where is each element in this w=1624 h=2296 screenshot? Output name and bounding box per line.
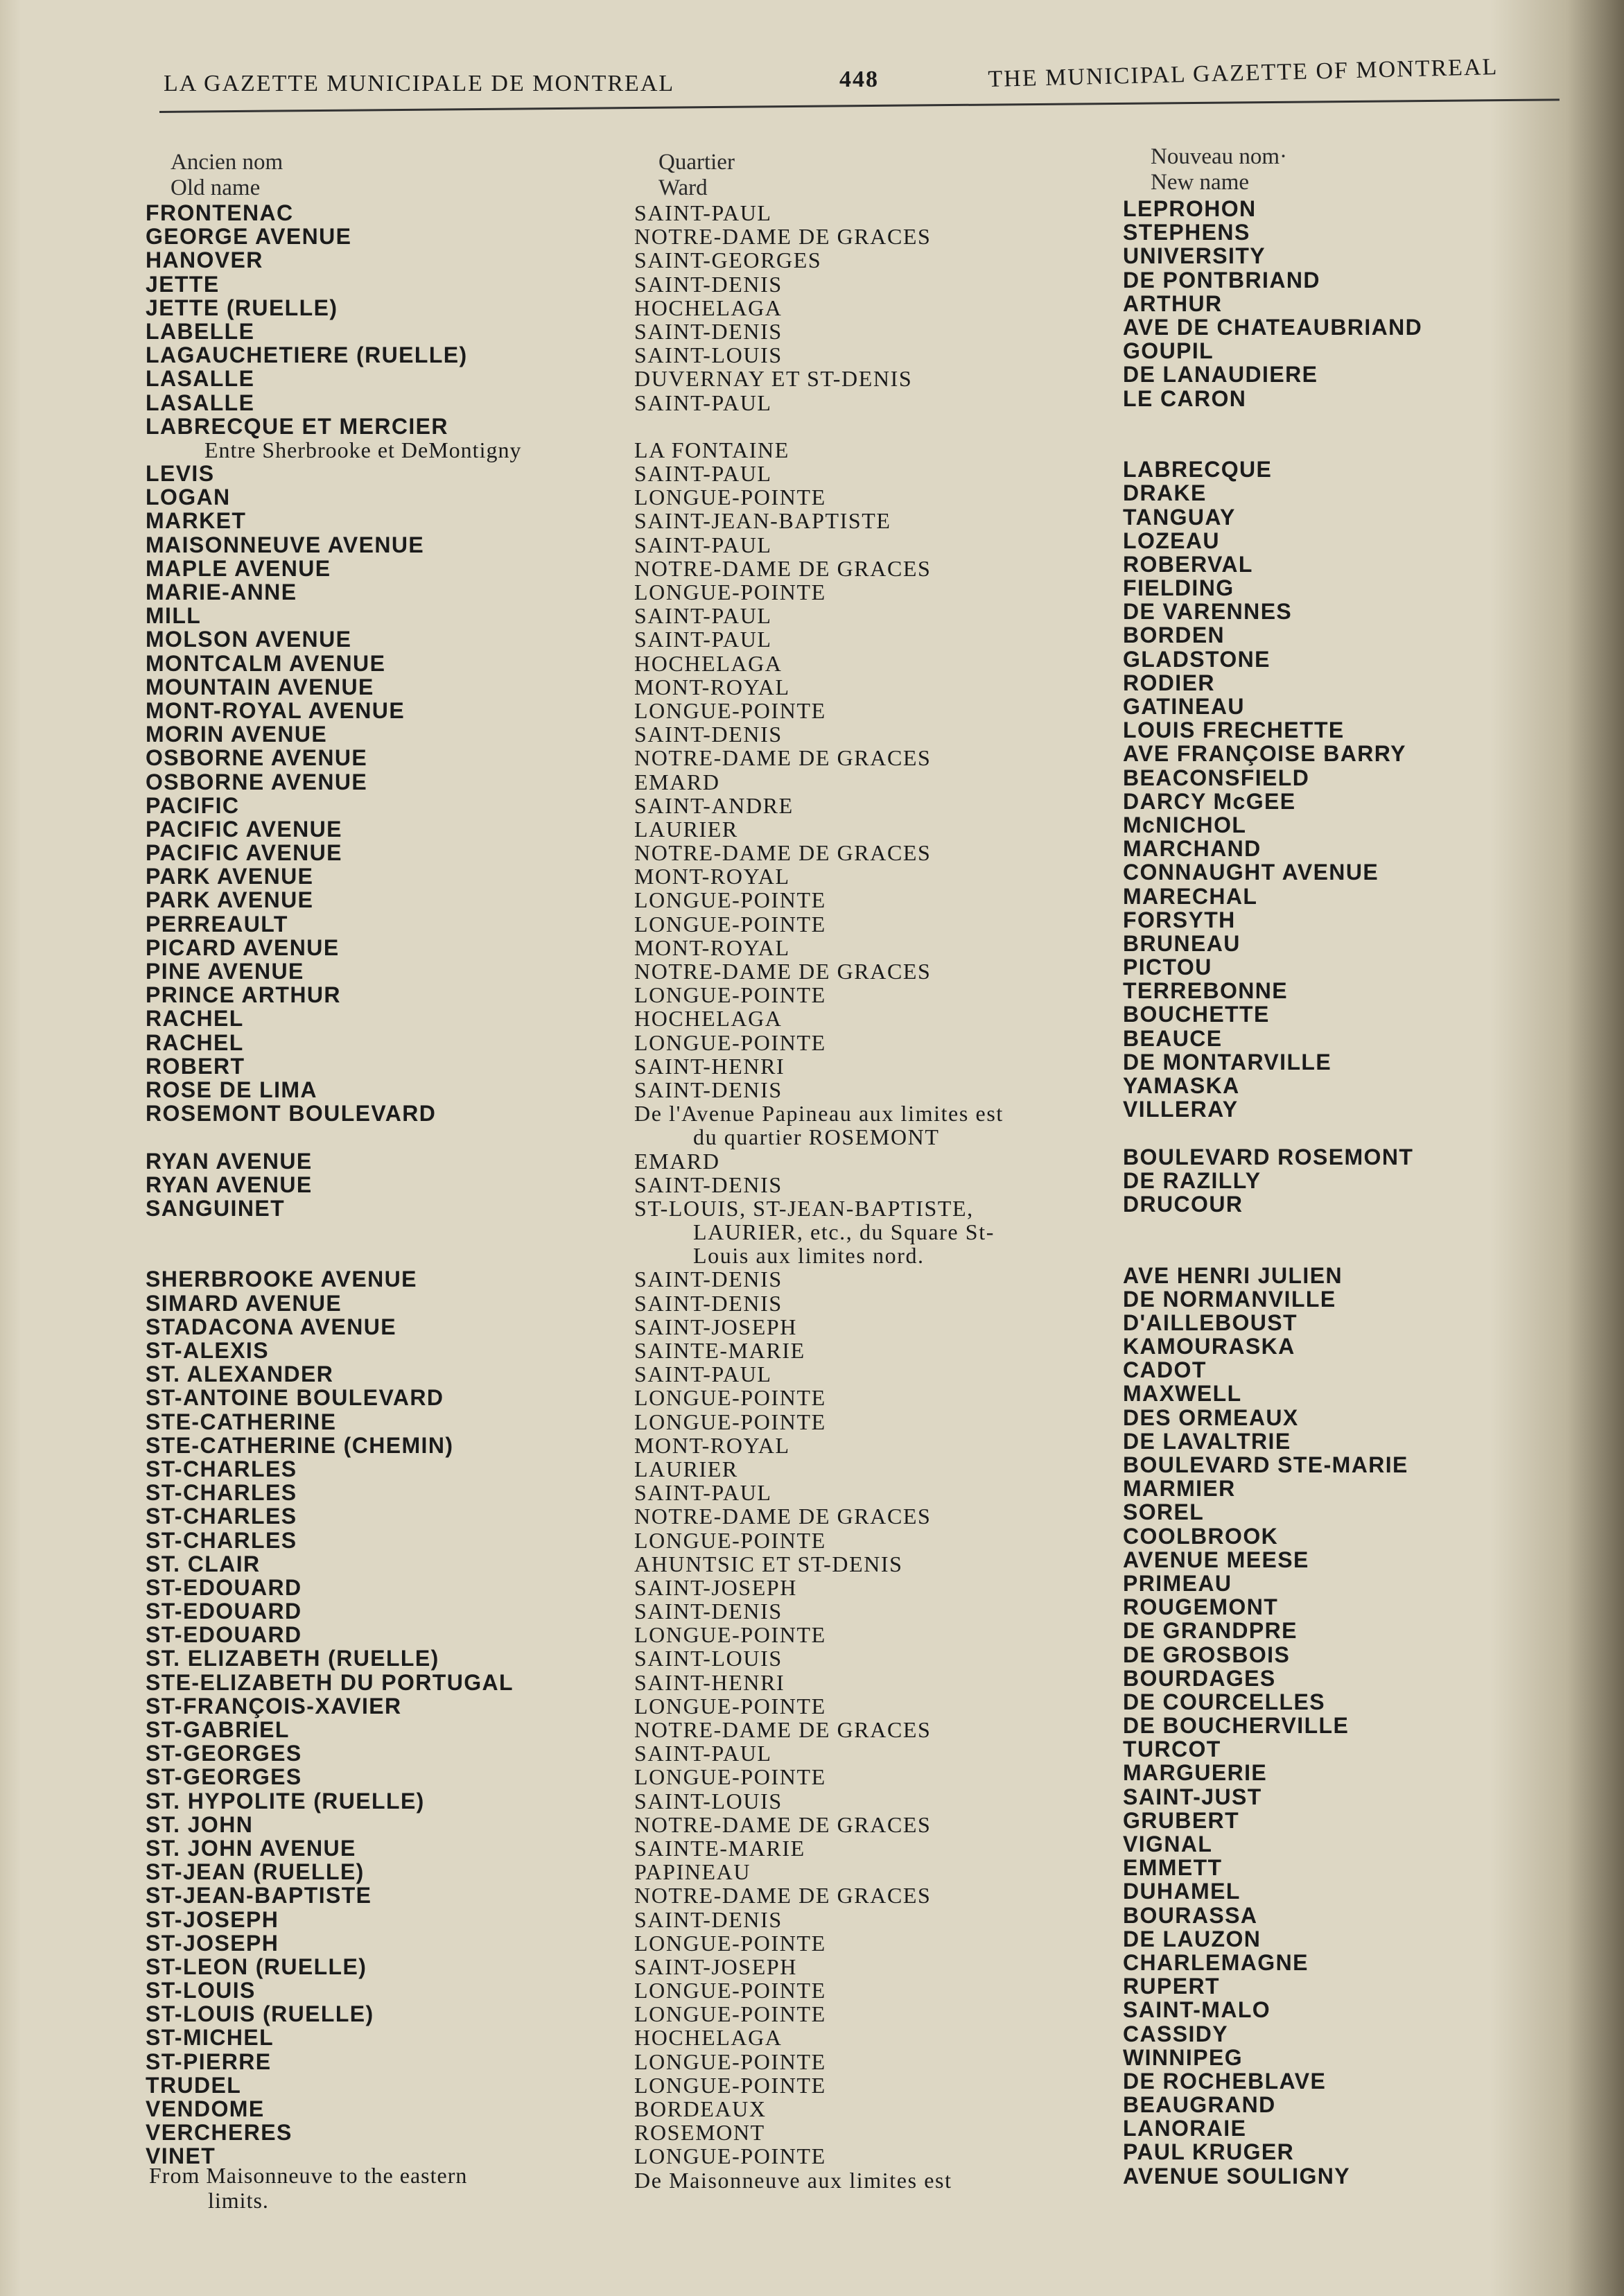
ward-entry: ROSEMONT (634, 2120, 765, 2146)
ward-entry: LAURIER (634, 816, 738, 842)
old-name-entry: ST. CLAIR (146, 1551, 261, 1576)
ward-entry: HOCHELAGA (634, 650, 783, 676)
new-name-entry: BOURASSA (1123, 1902, 1258, 1928)
page-number: 448 (839, 67, 879, 92)
old-name-entry: ST. JOHN AVENUE (146, 1835, 356, 1861)
ward-entry: MONT-ROYAL (634, 934, 790, 960)
new-name-entry: CHARLEMAGNE (1123, 1949, 1309, 1975)
page-header (164, 54, 1564, 105)
ward-entry: AHUNTSIC ET ST-DENIS (634, 1551, 903, 1576)
ward-entry: DUVERNAY ET ST-DENIS (634, 366, 913, 392)
ward-entry: NOTRE-DAME DE GRACES (634, 1883, 932, 1908)
new-name-entry: VILLERAY (1123, 1097, 1239, 1122)
old-name-entry: SHERBROOKE AVENUE (146, 1267, 417, 1292)
ward-entry: NOTRE-DAME DE GRACES (634, 224, 932, 250)
old-name-entry: LAGAUCHETIERE (RUELLE) (146, 342, 468, 368)
ward-entry: LONGUE-POINTE (634, 2072, 826, 2098)
old-name-entry: ST-EDOUARD (146, 1622, 302, 1648)
ward-entry: SAINT-PAUL (634, 532, 772, 557)
new-name-heading-fr: Nouveau nom· (1151, 144, 1288, 169)
old-name-entry: TRUDEL (146, 2072, 242, 2098)
ward-entry: LONGUE-POINTE (634, 1693, 826, 1719)
old-name-entry: RACHEL (146, 1006, 244, 1032)
new-name-entry: BOURDAGES (1123, 1665, 1276, 1691)
ward-entry: SAINT-DENIS (634, 1599, 783, 1624)
ward-entry: HOCHELAGA (634, 295, 783, 320)
new-name-entry: GLADSTONE (1123, 646, 1271, 672)
old-name-entry: ST-ALEXIS (146, 1338, 269, 1363)
new-name-entry: MARGUERIE (1123, 1760, 1268, 1786)
new-name-entry: GATINEAU (1123, 694, 1245, 720)
new-name-heading-en: New name (1151, 170, 1250, 195)
new-name-entry: KAMOURASKA (1123, 1334, 1295, 1359)
ward-entry: SAINT-JOSEPH (634, 1314, 797, 1339)
ward-entry: De l'Avenue Papineau aux limites est (634, 1101, 1004, 1127)
new-name-entry (1123, 1216, 1566, 1240)
ward-entry: De Maisonneuve aux limites est (634, 2167, 952, 2193)
new-name-entry: ROUGEMONT (1123, 1594, 1279, 1620)
old-name-entry: OSBORNE AVENUE (146, 769, 368, 794)
new-name-entry: LABRECQUE (1123, 457, 1273, 482)
ward-entry: SAINTE-MARIE (634, 1835, 805, 1861)
ward-entry: SAINT-DENIS (634, 722, 783, 747)
ward-entry: SAINTE-MARIE (634, 1338, 805, 1363)
old-name-entry: PACIFIC AVENUE (146, 816, 342, 842)
ward-entry: MONT-ROYAL (634, 1432, 790, 1458)
ward-entry: SAINT-DENIS (634, 1906, 783, 1932)
ward-entry: LONGUE-POINTE (634, 2143, 826, 2169)
ward-entry: LA FONTAINE (634, 437, 789, 462)
ward-entry: SAINT-PAUL (634, 603, 772, 629)
new-names-column (1123, 410, 1566, 2188)
ward-entry: SAINT-PAUL (634, 461, 772, 487)
final-note-line-1: From Maisonneuve to the eastern (149, 2163, 468, 2188)
ward-heading-en: Ward (658, 175, 708, 200)
wards-column (634, 201, 1106, 2192)
new-name-entry (1123, 1121, 1566, 1145)
ward-entry: SAINT-DENIS (634, 271, 783, 297)
old-name-entry: ROSE DE LIMA (146, 1077, 317, 1102)
final-note-line-2: limits. (208, 2188, 269, 2213)
new-name-entry: FORSYTH (1123, 907, 1236, 932)
ward-entry: LONGUE-POINTE (634, 911, 826, 937)
old-name-entry: ST-EDOUARD (146, 1599, 302, 1624)
ward-entry: SAINT-DENIS (634, 1267, 783, 1292)
new-name-entry: CONNAUGHT AVENUE (1123, 860, 1379, 885)
new-name-entry: BEAUGRAND (1123, 2092, 1276, 2118)
new-name-entry: DE LAVALTRIE (1123, 1428, 1291, 1454)
new-name-entry: FIELDING (1123, 575, 1234, 601)
new-name-entry: TURCOT (1123, 1737, 1221, 1762)
new-name-entry: RUPERT (1123, 1974, 1220, 1999)
new-name-entry: D'AILLEBOUST (1123, 1310, 1298, 1335)
ward-entry: EMARD (634, 769, 720, 794)
ward-entry: LONGUE-POINTE (634, 982, 826, 1008)
new-name-entry: PRIMEAU (1123, 1570, 1232, 1596)
new-name-entry: UNIVERSITY (1123, 243, 1266, 269)
new-name-entry: LOZEAU (1123, 528, 1220, 553)
new-name-entry: LANORAIE (1123, 2116, 1247, 2141)
old-name-entry: RACHEL (146, 1029, 244, 1055)
old-name-heading-en: Old name (171, 175, 261, 200)
old-name-entry (146, 1220, 589, 1244)
new-name-entry: WINNIPEG (1123, 2044, 1243, 2070)
new-name-entry: COOLBROOK (1123, 1523, 1279, 1549)
old-name-heading-fr: Ancien nom (171, 150, 283, 175)
old-name-entry: ST-JEAN-BAPTISTE (146, 1883, 372, 1908)
old-name-entry: ST-GEORGES (146, 1741, 302, 1766)
new-name-entry: MARCHAND (1123, 836, 1261, 862)
old-name-entry: HANOVER (146, 247, 263, 273)
ward-entry: HOCHELAGA (634, 1006, 783, 1032)
ward-entry: Louis aux limites nord. (693, 1243, 925, 1269)
old-name-entry: MORIN AVENUE (146, 722, 328, 747)
ward-entry: LONGUE-POINTE (634, 1978, 826, 2003)
new-name-entry: AVE DE CHATEAUBRIAND (1123, 314, 1423, 340)
old-name-entry: PARK AVENUE (146, 864, 314, 889)
new-name-entry: MARMIER (1123, 1476, 1236, 1502)
old-name-entry: ST. JOHN (146, 1811, 254, 1837)
old-name-entry: MOLSON AVENUE (146, 627, 352, 652)
old-name-entry: JETTE (146, 271, 220, 297)
old-name-entry: LASALLE (146, 390, 255, 415)
old-name-entry: ST-CHARLES (146, 1456, 297, 1481)
new-name-entry: BOULEVARD ROSEMONT (1123, 1144, 1414, 1169)
new-name-entry: SAINT-MALO (1123, 1997, 1271, 2023)
ward-entry: LONGUE-POINTE (634, 1930, 826, 1956)
old-name-entry: LASALLE (146, 366, 255, 392)
ward-entry: LONGUE-POINTE (634, 697, 826, 723)
new-name-entry (1123, 434, 1566, 458)
new-name-entry (1123, 410, 1566, 434)
old-name-entry: PACIFIC AVENUE (146, 840, 342, 866)
ward-entry: LONGUE-POINTE (634, 1409, 826, 1434)
new-name-entry: LOUIS FRECHETTE (1123, 718, 1345, 743)
ward-entry: SAINT-DENIS (634, 1290, 783, 1316)
new-name-entry: AVENUE MEESE (1123, 1547, 1309, 1572)
old-name-entry: MOUNTAIN AVENUE (146, 674, 374, 699)
new-name-entry: DE NORMANVILLE (1123, 1286, 1336, 1312)
old-name-entry: OSBORNE AVENUE (146, 745, 368, 771)
new-name-entry: DARCY McGEE (1123, 788, 1296, 814)
old-name-entry: ST-MICHEL (146, 2025, 274, 2051)
new-name-entry: DE VARENNES (1123, 599, 1293, 625)
old-name-entry: ST-LOUIS (RUELLE) (146, 2001, 374, 2027)
old-name-entry: GEORGE AVENUE (146, 224, 352, 250)
ward-entry: SAINT-PAUL (634, 200, 772, 225)
old-name-entry: ST-FRANÇOIS-XAVIER (146, 1693, 402, 1719)
new-name-entry: SAINT-JUST (1123, 1784, 1262, 1809)
old-name-entry: MARIE-ANNE (146, 580, 297, 605)
ward-entry: SAINT-LOUIS (634, 342, 783, 368)
ward-entry: SAINT-LOUIS (634, 1646, 783, 1671)
ward-entry: NOTRE-DAME DE GRACES (634, 1717, 932, 1742)
ward-entry: MONT-ROYAL (634, 864, 790, 889)
new-name-entry: ARTHUR (1123, 290, 1223, 316)
old-name-entry: RYAN AVENUE (146, 1172, 313, 1197)
old-name-entry: MAPLE AVENUE (146, 555, 331, 581)
old-name-entry: RYAN AVENUE (146, 1148, 313, 1174)
ward-entry: SAINT-PAUL (634, 390, 772, 415)
new-name-entry: PAUL KRUGER (1123, 2139, 1295, 2165)
ward-entry (634, 415, 1106, 438)
old-name-entry: ST-ANTOINE BOULEVARD (146, 1385, 444, 1411)
old-name-entry: PICARD AVENUE (146, 934, 340, 960)
old-name-entry: ST. HYPOLITE (RUELLE) (146, 1788, 425, 1814)
new-name-entry: RODIER (1123, 670, 1215, 695)
new-name-entry: DE PONTBRIAND (1123, 267, 1320, 293)
old-name-entry: ST-CHARLES (146, 1504, 297, 1529)
ward-entry: EMARD (634, 1148, 720, 1174)
old-name-entry: MARKET (146, 508, 247, 534)
old-name-entry: MONT-ROYAL AVENUE (146, 697, 405, 723)
old-name-entry: ST. ELIZABETH (RUELLE) (146, 1646, 439, 1671)
ward-entry: SAINT-PAUL (634, 627, 772, 652)
ward-entry: SAINT-HENRI (634, 1669, 785, 1695)
ward-entry: SAINT-PAUL (634, 1741, 772, 1766)
old-name-entry: ST-LOUIS (146, 1978, 256, 2003)
new-name-entry: DUHAMEL (1123, 1879, 1241, 1904)
new-name-heading (1151, 144, 1287, 195)
new-name-entry: DE RAZILLY (1123, 1167, 1261, 1193)
new-name-entry: DE LANAUDIERE (1123, 362, 1318, 388)
new-name-entry: LE CARON (1123, 385, 1247, 411)
new-name-entry: ROBERVAL (1123, 551, 1253, 577)
ward-heading-fr: Quartier (658, 150, 735, 175)
new-name-entry: BOULEVARD STE-MARIE (1123, 1452, 1408, 1478)
ward-entry: LONGUE-POINTE (634, 580, 826, 605)
new-name-entry: DES ORMEAUX (1123, 1404, 1299, 1430)
new-name-entry: CASSIDY (1123, 2021, 1229, 2046)
ward-entry: du quartier ROSEMONT (693, 1124, 940, 1150)
old-name-entry: ST-JOSEPH (146, 1930, 279, 1956)
old-name-entry: PACIFIC (146, 792, 240, 818)
new-name-entry: AVE FRANÇOISE BARRY (1123, 741, 1406, 767)
ward-entry: SAINT-JOSEPH (634, 1574, 797, 1600)
old-name-entry: ST-CHARLES (146, 1527, 297, 1553)
old-name-entry: MONTCALM AVENUE (146, 650, 386, 676)
new-name-entry: TANGUAY (1123, 504, 1236, 530)
old-name-entry: MAISONNEUVE AVENUE (146, 532, 425, 557)
old-name-entry: ST-JOSEPH (146, 1906, 279, 1932)
ward-entry: SAINT-JOSEPH (634, 1954, 797, 1979)
ward-entry: ST-LOUIS, ST-JEAN-BAPTISTE, (634, 1195, 974, 1221)
old-name-entry (146, 1125, 589, 1149)
old-name-entry: Entre Sherbrooke et DeMontigny (204, 437, 522, 462)
new-name-entry: DE MONTARVILLE (1123, 1049, 1332, 1075)
old-name-heading (171, 150, 283, 201)
ward-entry: LAURIER, etc., du Square St- (693, 1219, 995, 1245)
ward-entry: LONGUE-POINTE (634, 887, 826, 913)
new-name-entry: DE BOUCHERVILLE (1123, 1713, 1350, 1739)
new-name-entry: McNICHOL (1123, 812, 1247, 837)
ward-entry: LAURIER (634, 1456, 738, 1481)
new-name-entry: DE COURCELLES (1123, 1689, 1325, 1714)
old-name-entry: SIMARD AVENUE (146, 1290, 342, 1316)
old-name-entry: STE-ELIZABETH DU PORTUGAL (146, 1669, 514, 1695)
new-name-entry: MAXWELL (1123, 1381, 1242, 1407)
header-french-title: LA GAZETTE MUNICIPALE DE MONTREAL (164, 71, 675, 96)
ward-entry: SAINT-DENIS (634, 1077, 783, 1102)
new-names-top-block (1123, 197, 1566, 410)
new-name-entry: AVE HENRI JULIEN (1123, 1262, 1343, 1288)
old-name-entry: ST-CHARLES (146, 1480, 297, 1506)
old-name-entry: PARK AVENUE (146, 887, 314, 913)
old-name-entry: LABELLE (146, 318, 255, 344)
ward-entry: LONGUE-POINTE (634, 1622, 826, 1648)
ward-entry: SAINT-HENRI (634, 1053, 785, 1079)
old-names-column (146, 201, 589, 2168)
new-name-entry: AVENUE SOULIGNY (1123, 2163, 1350, 2189)
ward-entry: LONGUE-POINTE (634, 1029, 826, 1055)
old-name-entry: LOGAN (146, 485, 231, 510)
old-name-entry: ST. ALEXANDER (146, 1362, 334, 1387)
ward-entry: LONGUE-POINTE (634, 1527, 826, 1553)
ward-entry: NOTRE-DAME DE GRACES (634, 959, 932, 984)
old-name-entry: ST-GABRIEL (146, 1717, 290, 1742)
ward-entry: LONGUE-POINTE (634, 1764, 826, 1790)
ward-entry: LONGUE-POINTE (634, 2001, 826, 2027)
ward-entry: NOTRE-DAME DE GRACES (634, 745, 932, 771)
ward-entry: SAINT-GEORGES (634, 247, 822, 273)
new-name-entry: LEPROHON (1123, 196, 1257, 221)
old-name-entry: VERCHERES (146, 2120, 293, 2146)
old-name-entry: PINE AVENUE (146, 959, 304, 984)
new-name-entry: DE GROSBOIS (1123, 1642, 1291, 1667)
old-name-entry: ROSEMONT BOULEVARD (146, 1101, 437, 1127)
ward-entry: SAINT-DENIS (634, 1172, 783, 1197)
ward-entry: BORDEAUX (634, 2096, 767, 2121)
old-name-entry: LEVIS (146, 461, 215, 487)
new-name-entry: SOREL (1123, 1499, 1205, 1525)
old-name-entry: ST-LEON (RUELLE) (146, 1954, 367, 1979)
new-name-entry: STEPHENS (1123, 220, 1250, 245)
old-name-entry: ST-JEAN (RUELLE) (146, 1859, 365, 1885)
ward-entry: SAINT-LOUIS (634, 1788, 783, 1814)
header-english-title: THE MUNICIPAL GAZETTE OF MONTREAL (988, 54, 1499, 93)
old-name-entry: JETTE (RUELLE) (146, 295, 338, 320)
ward-entry: LONGUE-POINTE (634, 485, 826, 510)
ward-entry: SAINT-DENIS (634, 318, 783, 344)
new-name-entry: BEAUCE (1123, 1025, 1223, 1051)
ward-heading (658, 150, 735, 201)
new-name-entry: BORDEN (1123, 623, 1225, 648)
old-name-entry: PERREAULT (146, 911, 288, 937)
new-name-entry: YAMASKA (1123, 1073, 1240, 1099)
old-name-entry: ST-PIERRE (146, 2049, 272, 2074)
ward-entry: NOTRE-DAME DE GRACES (634, 555, 932, 581)
old-name-entry: LABRECQUE ET MERCIER (146, 413, 448, 439)
ward-entry: HOCHELAGA (634, 2025, 783, 2051)
ward-entry: LONGUE-POINTE (634, 1385, 826, 1411)
new-name-entry: PICTOU (1123, 955, 1212, 980)
new-name-entry: BOUCHETTE (1123, 1002, 1270, 1027)
old-name-entry: ST-EDOUARD (146, 1574, 302, 1600)
old-name-entry: MILL (146, 603, 202, 629)
old-name-entry (146, 1244, 589, 1267)
ward-entry: SAINT-JEAN-BAPTISTE (634, 508, 891, 534)
ward-entry: MONT-ROYAL (634, 674, 790, 699)
new-name-entry: GRUBERT (1123, 1807, 1240, 1833)
new-name-entry: DRAKE (1123, 480, 1207, 506)
ward-entry: NOTRE-DAME DE GRACES (634, 840, 932, 866)
new-name-entry: CADOT (1123, 1357, 1207, 1383)
old-name-entry: VENDOME (146, 2096, 265, 2121)
new-name-entry: VIGNAL (1123, 1832, 1213, 1857)
old-name-entry: VINET (146, 2143, 216, 2169)
old-name-entry: STE-CATHERINE (146, 1409, 337, 1434)
old-name-entry: STADACONA AVENUE (146, 1314, 396, 1339)
old-name-entry: PRINCE ARTHUR (146, 982, 341, 1008)
ward-entry: LONGUE-POINTE (634, 2049, 826, 2074)
new-name-entry (1123, 1240, 1566, 1263)
ward-entry: SAINT-ANDRE (634, 792, 794, 818)
ward-entry: PAPINEAU (634, 1859, 751, 1885)
old-name-entry: ROBERT (146, 1053, 245, 1079)
ward-entry: NOTRE-DAME DE GRACES (634, 1811, 932, 1837)
old-name-entry: STE-CATHERINE (CHEMIN) (146, 1432, 454, 1458)
old-name-entry: SANGUINET (146, 1195, 286, 1221)
old-name-entry: ST-GEORGES (146, 1764, 302, 1790)
new-name-entry: BEACONSFIELD (1123, 765, 1310, 790)
final-note (149, 2163, 467, 2213)
ward-entry: NOTRE-DAME DE GRACES (634, 1504, 932, 1529)
new-name-entry: TERREBONNE (1123, 978, 1289, 1004)
old-name-entry: FRONTENAC (146, 200, 294, 225)
ward-entry: SAINT-PAUL (634, 1362, 772, 1387)
new-name-entry: DRUCOUR (1123, 1191, 1243, 1217)
new-name-entry: DE GRANDPRE (1123, 1618, 1298, 1644)
new-name-entry: BRUNEAU (1123, 930, 1241, 956)
new-name-entry: GOUPIL (1123, 338, 1214, 364)
ward-entry: SAINT-PAUL (634, 1480, 772, 1506)
new-name-entry: EMMETT (1123, 1855, 1223, 1881)
new-name-entry: MARECHAL (1123, 883, 1258, 909)
new-name-entry: DE LAUZON (1123, 1926, 1261, 1951)
new-name-entry: DE ROCHEBLAVE (1123, 2068, 1327, 2094)
